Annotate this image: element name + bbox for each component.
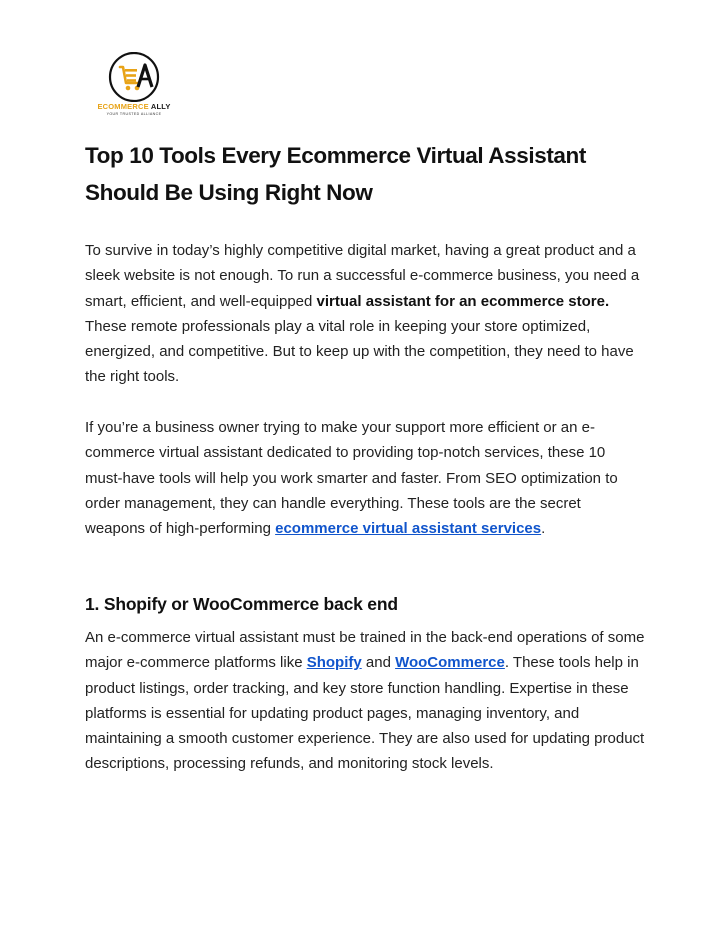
para2-text-after: . bbox=[541, 520, 546, 538]
intro-text-after: These remote professionals play a vital role in keeping your store optimized, energized, and competitive. But to keep up with the competition, they need to have the right tools. bbox=[85, 317, 634, 386]
page-title: Top 10 Tools Every Ecommerce Virtual Assistant Should Be Using Right Now bbox=[85, 143, 586, 205]
logo-brand-name bbox=[92, 102, 176, 111]
second-paragraph bbox=[85, 415, 645, 541]
woocommerce-link[interactable]: WooCommerce bbox=[395, 654, 505, 672]
logo-brand-name-part2: ALLY bbox=[150, 102, 171, 111]
ecommerce-ally-cart-logo-icon bbox=[92, 52, 176, 102]
brand-logo bbox=[92, 52, 176, 122]
intro-paragraph bbox=[85, 238, 645, 390]
section-heading-shopify: 1. Shopify or WooCommerce back end bbox=[85, 594, 398, 614]
section1-text-before: An e-commerce virtual assistant must be trained in the back-end operations of some major e-commerce platforms like bbox=[85, 629, 645, 672]
section1-paragraph bbox=[85, 625, 645, 777]
ecommerce-va-services-link[interactable]: ecommerce virtual assistant services bbox=[275, 520, 542, 538]
section1-text-mid: and bbox=[361, 654, 396, 672]
logo-brand-name-part1: ECOMMERCE bbox=[97, 102, 149, 111]
shopify-link[interactable]: Shopify bbox=[306, 654, 362, 672]
intro-bold-text: virtual assistant for an ecommerce store. bbox=[316, 292, 610, 310]
intro-text-before: To survive in today’s highly competitive digital market, having a great product and a sleek website is not enough. To run a successful e-commerce business, you need a smart, efficient, and well-equipped bbox=[85, 242, 640, 310]
para2-text-before: If you’re a business owner trying to make your support more efficient or an e-commerce virtual assistant dedicated to providing top-notch services, these 10 must-have tools will help you work smarter and faster. From SEO optimization to order management, they can handle everything. These tools are the secret weapons of high-performing bbox=[85, 419, 618, 538]
logo-tagline: YOUR TRUSTED ALLIANCE bbox=[106, 112, 162, 116]
section1-text-after: . These tools help in product listings, order tracking, and key store function handling. Expertise in these platforms is essential for updating product pages, managing inventory, and maintaining a smooth customer experience. They are also used for updating product descriptions, processing refunds, and monitoring stock levels. bbox=[85, 654, 645, 773]
